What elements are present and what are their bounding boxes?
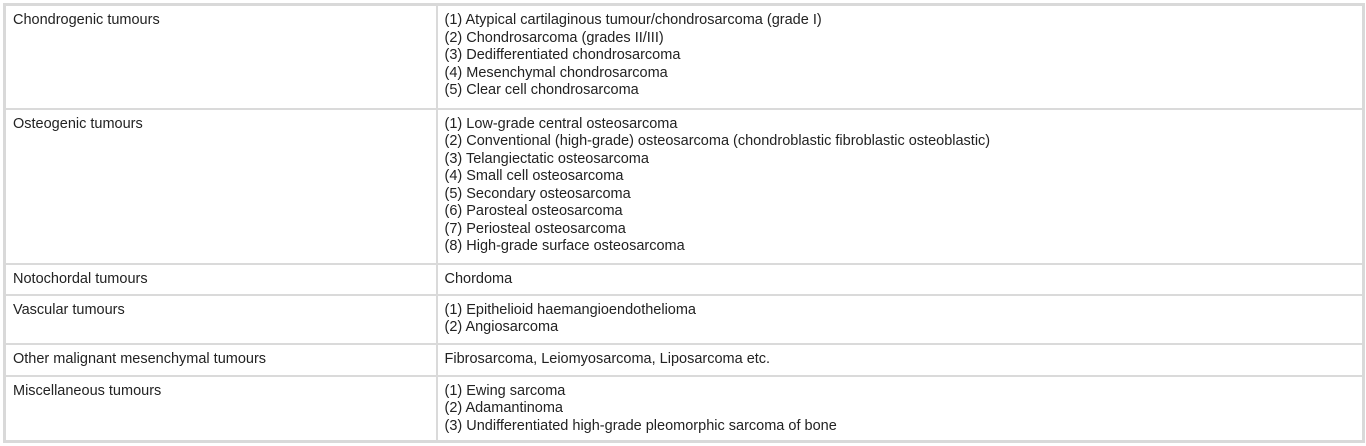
subtype-item: (3) Telangiectatic osteosarcoma <box>444 150 649 167</box>
subtype-item: Chordoma <box>444 270 513 287</box>
subtypes-cell <box>437 344 1364 376</box>
subtype-item: (2) Chondrosarcoma (grades II/III) <box>444 29 664 46</box>
subtype-item: (8) High-grade surface osteosarcoma <box>444 238 685 254</box>
table-row <box>5 264 1364 295</box>
table-row <box>5 109 1364 264</box>
subtype-item: (4) Mesenchymal chondrosarcoma <box>444 64 668 81</box>
category-label: Miscellaneous tumours <box>13 382 162 399</box>
category-cell <box>5 109 437 264</box>
subtype-item: (3) Dedifferentiated chondrosarcoma <box>444 47 681 63</box>
category-cell <box>5 376 437 442</box>
subtype-item: (2) Conventional (high-grade) osteosarcoma (chondroblastic fibroblastic osteoblastic) <box>444 133 991 149</box>
subtype-item: (1) Epithelioid haemangioendothelioma <box>444 301 696 318</box>
subtype-item: (2) Angiosarcoma <box>444 319 559 335</box>
category-label: Chondrogenic tumours <box>13 12 160 28</box>
category-label: Osteogenic tumours <box>13 115 143 132</box>
category-cell <box>5 295 437 344</box>
subtype-item: (1) Ewing sarcoma <box>444 382 566 399</box>
subtype-item: (3) Undifferentiated high-grade pleomorphic sarcoma of bone <box>444 417 837 434</box>
category-cell <box>5 264 437 295</box>
table-row <box>5 295 1364 344</box>
subtype-item: (7) Periosteal osteosarcoma <box>444 220 626 237</box>
subtypes-cell <box>437 295 1364 344</box>
table-row <box>5 344 1364 376</box>
subtypes-cell <box>437 5 1364 109</box>
subtype-item: (4) Small cell osteosarcoma <box>444 168 624 184</box>
category-cell <box>5 5 437 109</box>
subtype-item: (6) Parosteal osteosarcoma <box>444 203 623 219</box>
table-row <box>5 5 1364 109</box>
category-cell <box>5 344 437 376</box>
category-label: Other malignant mesenchymal tumours <box>13 350 267 367</box>
subtypes-cell <box>437 264 1364 295</box>
subtype-item: (2) Adamantinoma <box>444 400 563 416</box>
category-label: Vascular tumours <box>13 301 125 318</box>
tumour-classification-table <box>3 3 1365 443</box>
subtypes-cell <box>437 376 1364 442</box>
subtype-item: (1) Low-grade central osteosarcoma <box>444 115 678 132</box>
subtype-item: (1) Atypical cartilaginous tumour/chondrosarcoma (grade I) <box>444 12 822 28</box>
table-row <box>5 376 1364 442</box>
subtype-item: Fibrosarcoma, Leiomyosarcoma, Liposarcoma etc. <box>444 350 771 367</box>
tumour-classification-table-container <box>3 3 1362 443</box>
subtype-item: (5) Secondary osteosarcoma <box>444 185 631 202</box>
subtype-item: (5) Clear cell chondrosarcoma <box>444 82 639 98</box>
subtypes-cell <box>437 109 1364 264</box>
category-label: Notochordal tumours <box>13 270 148 287</box>
